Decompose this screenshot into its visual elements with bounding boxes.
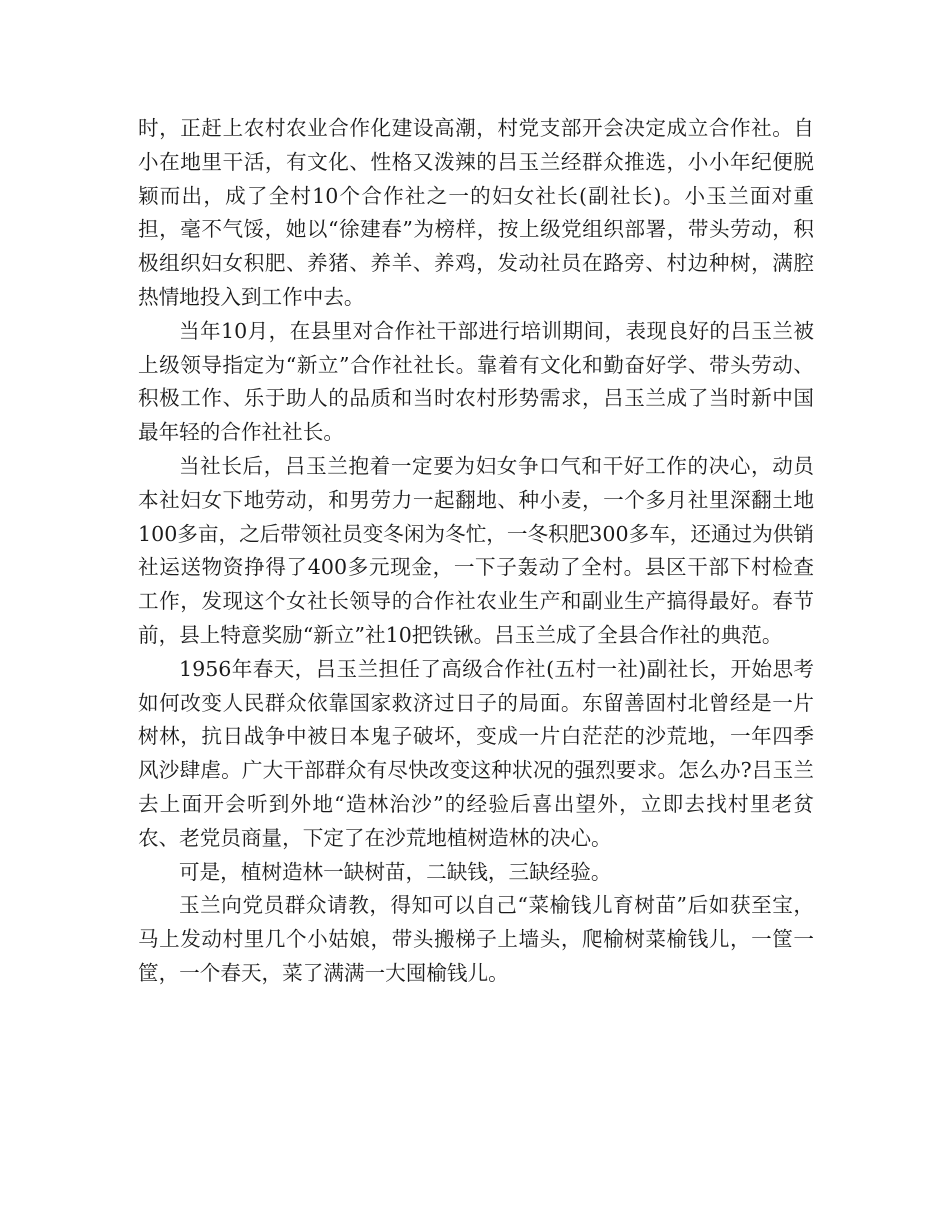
paragraph-4: 1956年春天，吕玉兰担任了高级合作社(五村一社)副社长，开始思考如何改变人民群众依靠国家救济过日子的局面。东留善固村北曾经是一片树林，抗日战争中被日本鬼子破坏，变成一片白茫茫的沙荒地，一年四季风沙肆虐。广大干部群众有尽快改变这种状况的强烈要求。怎么办?吕玉兰去上面开会听到外地“造林治沙”的经验后喜出望外，立即去找村里老贫农、老党员商量，下定了在沙荒地植树造林的决心。 — [138, 656, 814, 850]
paragraph-2: 当年10月，在县里对合作社干部进行培训期间，表现良好的吕玉兰被上级领导指定为“新立”合作社社长。靠着有文化和勤奋好学、带头劳动、积极工作、乐于助人的品质和当时农村形势需求，吕玉兰成了当时新中国最年轻的合作社社长。 — [138, 318, 814, 445]
paragraph-6: 玉兰向党员群众请教，得知可以自己“菜榆钱儿育树苗”后如获至宝，马上发动村里几个小姑娘，带头搬梯子上墙头，爬榆树菜榆钱儿，一筐一筐，一个春天，菜了满满一大囤榆钱儿。 — [138, 893, 814, 985]
document-page — [138, 112, 814, 991]
paragraph-1: 时，正赶上农村农业合作化建设高潮，村党支部开会决定成立合作社。自小在地里干活，有文化、性格又泼辣的吕玉兰经群众推选，小小年纪便脱颖而出，成了全村10个合作社之一的妇女社长(副社长)。小玉兰面对重担，毫不气馁，她以“徐建春”为榜样，按上级党组织部署，带头劳动，积极组织妇女积肥、养猪、养羊、养鸡，发动社员在路旁、村边种树，满腔热情地投入到工作中去。 — [138, 116, 814, 309]
paragraph-3: 当社长后，吕玉兰抱着一定要为妇女争口气和干好工作的决心，动员本社妇女下地劳动，和男劳力一起翻地、种小麦，一个多月社里深翻土地100多亩，之后带领社员变冬闲为冬忙，一冬积肥300多车，还通过为供销社运送物资挣得了400多元现金，一下子轰动了全村。县区干部下村检查工作，发现这个女社长领导的合作社农业生产和副业生产搞得最好。春节前，县上特意奖励“新立”社10把铁锹。吕玉兰成了全县合作社的典范。 — [138, 453, 814, 647]
paragraph-5: 可是，植树造林一缺树苗，二缺钱，三缺经验。 — [179, 859, 612, 884]
